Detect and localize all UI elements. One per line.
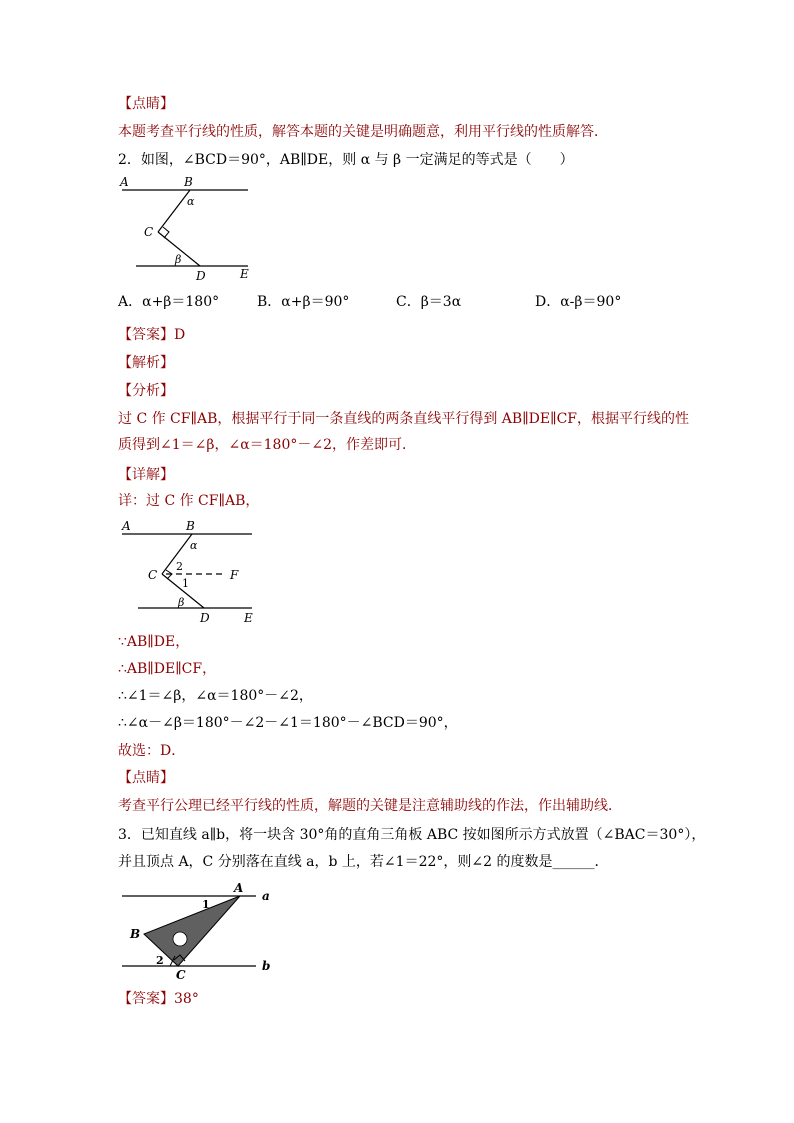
fenxi-line-1: 过 C 作 CF∥AB，根据平行于同一条直线的两条直线平行得到 AB∥DE∥CF，根据平行线的性 — [118, 411, 690, 427]
fig-label-beta: β — [175, 253, 182, 266]
fenxi-line-2: 质得到∠1＝∠β，∠α＝180°－∠2，作差即可． — [118, 437, 417, 453]
option-c: C．β＝3α — [396, 294, 462, 310]
option-a: A．α+β＝180° — [118, 294, 220, 310]
xiangjie-heading: 【详解】 — [118, 467, 174, 483]
answer-value-q3: 38° — [174, 991, 199, 1007]
dianjing-heading-2: 【点睛】 — [118, 770, 174, 786]
question-3-stem-2: 并且顶点 A，C 分别落在直线 a，b 上，若∠1＝22°，则∠2 的度数是______． — [118, 854, 609, 870]
detail-line-4: ∴∠α－∠β＝180°－∠2－∠1＝180°－∠BCD＝90°， — [118, 715, 458, 731]
jiexi-heading: 【解析】 — [118, 355, 174, 371]
fig-label-C: C — [144, 225, 154, 239]
fig3-label-A: A — [234, 882, 244, 895]
fig2-label-2: 2 — [176, 560, 183, 573]
fig-label-B: B — [184, 175, 193, 189]
fig-label-A: A — [120, 175, 129, 189]
dianjing-text-2: 考查平行公理已经平行线的性质，解题的关键是注意辅助线的作法，作出辅助线． — [118, 798, 622, 814]
figure-q2-solution — [118, 518, 258, 628]
answer-value: D — [174, 327, 186, 343]
answer-heading: 【答案】 — [118, 327, 174, 343]
detail-line-3: ∴∠1＝∠β，∠α＝180°－∠2， — [118, 688, 313, 704]
fenxi-heading: 【分析】 — [118, 383, 174, 399]
fig2-label-C: C — [148, 568, 158, 582]
dianjing-heading: 【点睛】 — [118, 96, 174, 112]
answer-row-q2 — [118, 325, 185, 345]
detail-line-5: 故选：D． — [118, 743, 186, 759]
option-b: B．α+β＝90° — [257, 294, 350, 310]
figure-q3 — [118, 882, 278, 982]
question-3-stem-1: 3．已知直线 a∥b，将一块含 30°角的直角三角板 ABC 按如图所示方式放置（∠BAC＝30°）， — [118, 827, 706, 843]
fig3-label-2: 2 — [156, 954, 164, 967]
option-d: D．α-β＝90° — [535, 294, 622, 310]
fig-label-D: D — [196, 269, 206, 283]
fig-label-E: E — [240, 267, 249, 281]
fig3-label-C: C — [176, 968, 186, 982]
fig3-label-a: a — [262, 889, 270, 903]
answer-row-q3 — [118, 989, 199, 1009]
fig2-label-B: B — [186, 519, 195, 533]
fig2-label-beta: β — [178, 596, 185, 609]
detail-line-1: ∵AB∥DE， — [118, 634, 190, 650]
detail-line-2: ∴AB∥DE∥CF， — [118, 661, 217, 677]
detail-line-0: 详：过 C 作 CF∥AB， — [118, 493, 260, 509]
fig2-label-F: F — [230, 568, 239, 582]
fig3-label-b: b — [262, 959, 271, 973]
fig2-label-alpha: α — [190, 539, 198, 552]
fig2-label-D: D — [200, 611, 210, 625]
dianjing-text: 本题考查平行线的性质，解答本题的关键是明确题意，利用平行线的性质解答． — [118, 124, 608, 140]
fig3-label-1: 1 — [202, 898, 210, 911]
fig3-label-B: B — [130, 927, 141, 941]
fig-label-alpha: α — [187, 195, 195, 208]
figure-q2 — [118, 174, 254, 284]
answer-heading-q3: 【答案】 — [118, 991, 174, 1007]
fig2-label-E: E — [244, 611, 253, 625]
fig2-label-A: A — [122, 519, 131, 533]
fig2-label-1: 1 — [182, 577, 189, 590]
question-2-stem: 2．如图，∠BCD＝90°，AB∥DE，则 α 与 β 一定满足的等式是（ ） — [118, 152, 574, 168]
